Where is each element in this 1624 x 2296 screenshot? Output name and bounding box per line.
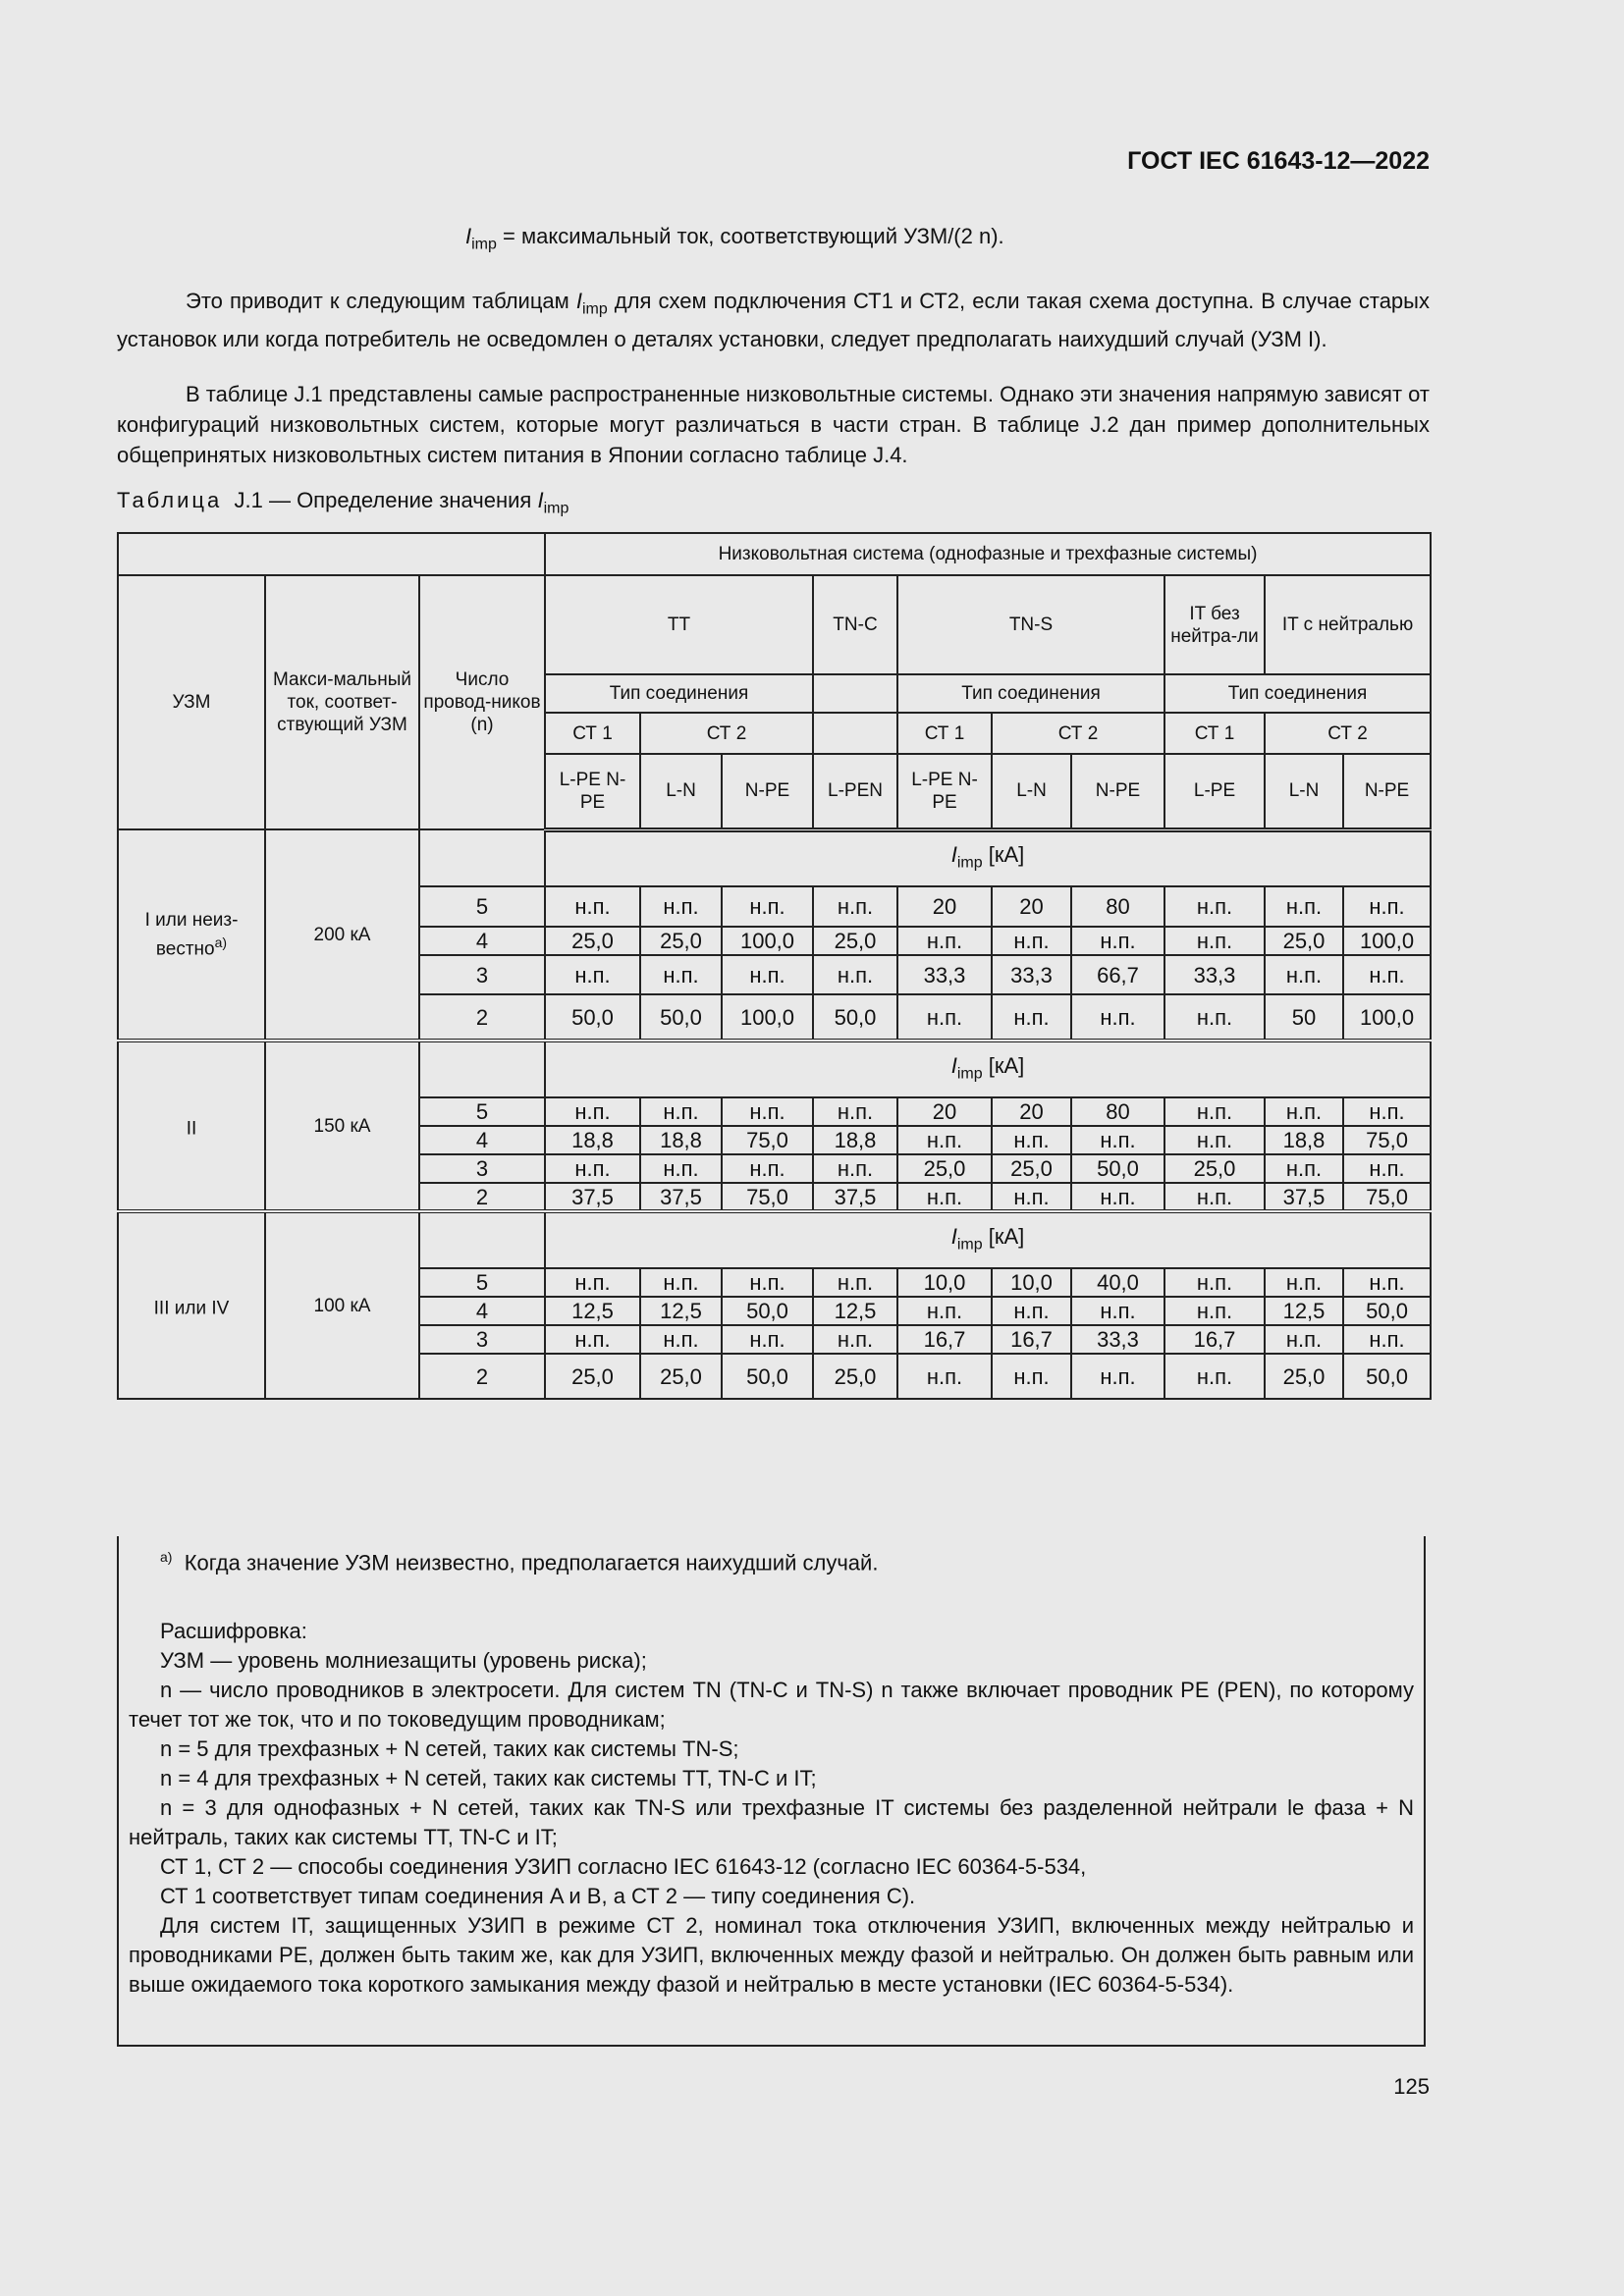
conductor-count: 3 xyxy=(419,955,545,994)
value-cell: н.п. xyxy=(1071,1183,1164,1211)
value-cell: н.п. xyxy=(1164,1297,1265,1325)
conductor-count: 4 xyxy=(419,927,545,955)
data-table xyxy=(117,532,1432,1400)
col-max-current: Макси-мальный ток, соответ-ствующий УЗМ xyxy=(265,575,419,829)
conductor-count: 3 xyxy=(419,1325,545,1354)
value-cell: 20 xyxy=(992,886,1071,927)
value-cell: 37,5 xyxy=(545,1183,640,1211)
value-cell: н.п. xyxy=(1071,1354,1164,1399)
conductor-count: 2 xyxy=(419,994,545,1041)
value-cell: н.п. xyxy=(722,955,813,994)
value-cell: н.п. xyxy=(897,1354,992,1399)
note-line: СТ 1, СТ 2 — способы соединения УЗИП согласно IEC 61643-12 (согласно IEC 60364-5-534, xyxy=(160,1854,1087,1879)
value-cell: 12,5 xyxy=(545,1297,640,1325)
value-cell: н.п. xyxy=(545,1325,640,1354)
lead-header: L-PE N-PE xyxy=(545,754,640,829)
lead-header: N-PE xyxy=(1071,754,1164,829)
protection-level: II xyxy=(118,1041,265,1211)
value-cell: 25,0 xyxy=(1265,1354,1343,1399)
lead-header: L-N xyxy=(1265,754,1343,829)
value-cell: н.п. xyxy=(545,1097,640,1126)
lead-header: L-N xyxy=(640,754,722,829)
value-cell: н.п. xyxy=(1343,955,1431,994)
value-cell: н.п. xyxy=(1071,927,1164,955)
table-notes xyxy=(117,1536,1426,2047)
value-cell: 33,3 xyxy=(897,955,992,994)
conductor-count: 4 xyxy=(419,1126,545,1154)
value-cell: 20 xyxy=(992,1097,1071,1126)
value-cell: 33,3 xyxy=(1164,955,1265,994)
value-cell: 50,0 xyxy=(1343,1354,1431,1399)
conn-type-tt: Тип соединения xyxy=(545,674,813,713)
value-cell: н.п. xyxy=(545,1154,640,1183)
value-cell: н.п. xyxy=(640,1325,722,1354)
footnote: $^{а)}$ Когда значение УЗМ неизвестно, предполагается наихудший случай. xyxy=(160,1549,879,1575)
unit-header: $I_{imp}$ [кА] xyxy=(545,829,1431,886)
value-cell: 80 xyxy=(1071,1097,1164,1126)
standard-number: ГОСТ IEC 61643-12—2022 xyxy=(1127,147,1430,175)
value-cell: н.п. xyxy=(545,886,640,927)
value-cell: 80 xyxy=(1071,886,1164,927)
value-cell: н.п. xyxy=(1164,1268,1265,1297)
value-cell: 50,0 xyxy=(722,1354,813,1399)
note-line: СТ 1 соответствует типам соединения A и B, а СТ 2 — типу соединения C). xyxy=(160,1884,916,1908)
note-line: n = 5 для трехфазных + N сетей, таких как системы TN-S; xyxy=(160,1736,739,1761)
value-cell: н.п. xyxy=(640,886,722,927)
value-cell: 12,5 xyxy=(813,1297,897,1325)
note-line: n — число проводников в электросети. Для систем TN (TN-C и TN-S) n также включает проводник PE (PEN), по которому течет тот же ток, что и по токоведущим проводникам; xyxy=(129,1678,1414,1732)
value-cell: н.п. xyxy=(640,1097,722,1126)
value-cell: 40,0 xyxy=(1071,1268,1164,1297)
ct2-tt: СТ 2 xyxy=(640,713,813,754)
note-line: Для систем IT, защищенных УЗИП в режиме СТ 2, номинал тока отключения УЗИП, включенных между нейтралью и проводниками PE, должен быть таким же, как для УЗИП, включенных между фазой и нейтралью. Он должен быть равным или выше ожидаемого тока короткого замыкания между фазой и нейтралью в месте установки (IEC 60364-5-534). xyxy=(129,1913,1414,1997)
value-cell: 37,5 xyxy=(640,1183,722,1211)
conductor-count: 2 xyxy=(419,1354,545,1399)
value-cell: н.п. xyxy=(1343,1325,1431,1354)
value-cell: н.п. xyxy=(813,1097,897,1126)
value-cell: 16,7 xyxy=(992,1325,1071,1354)
value-cell: н.п. xyxy=(1164,1354,1265,1399)
value-cell: 37,5 xyxy=(813,1183,897,1211)
conductor-count: 5 xyxy=(419,1097,545,1126)
note-line: УЗМ — уровень молниезащиты (уровень риска); xyxy=(160,1648,647,1673)
value-cell: 100,0 xyxy=(722,994,813,1041)
empty-cell xyxy=(419,1041,545,1097)
value-cell: н.п. xyxy=(1265,886,1343,927)
value-cell: 20 xyxy=(897,1097,992,1126)
ct1-it: СТ 1 xyxy=(1164,713,1265,754)
value-cell: 25,0 xyxy=(1164,1154,1265,1183)
ct2-it: СТ 2 xyxy=(1265,713,1431,754)
value-cell: 33,3 xyxy=(992,955,1071,994)
value-cell: н.п. xyxy=(992,1183,1071,1211)
empty-cell xyxy=(813,674,897,713)
max-current: 100 кА xyxy=(265,1211,419,1399)
value-cell: н.п. xyxy=(1164,1097,1265,1126)
value-cell: 25,0 xyxy=(813,927,897,955)
value-cell: 20 xyxy=(897,886,992,927)
value-cell: 50,0 xyxy=(722,1297,813,1325)
notes-body xyxy=(129,1617,1414,2000)
value-cell: 25,0 xyxy=(545,1354,640,1399)
value-cell: н.п. xyxy=(897,927,992,955)
value-cell: н.п. xyxy=(1164,886,1265,927)
value-cell: н.п. xyxy=(1164,1183,1265,1211)
value-cell: н.п. xyxy=(897,1183,992,1211)
value-cell: н.п. xyxy=(1265,1268,1343,1297)
max-current: 150 кА xyxy=(265,1041,419,1211)
value-cell: 25,0 xyxy=(640,927,722,955)
value-cell: н.п. xyxy=(640,1268,722,1297)
value-cell: н.п. xyxy=(722,886,813,927)
value-cell: 16,7 xyxy=(897,1325,992,1354)
sys-tt: TT xyxy=(545,575,813,674)
lead-header: L-PEN xyxy=(813,754,897,829)
lead-header: L-PE N-PE xyxy=(897,754,992,829)
value-cell: н.п. xyxy=(813,1325,897,1354)
value-cell: 75,0 xyxy=(1343,1126,1431,1154)
empty-cell xyxy=(813,713,897,754)
value-cell: 18,8 xyxy=(545,1126,640,1154)
conductor-count: 3 xyxy=(419,1154,545,1183)
value-cell: н.п. xyxy=(813,886,897,927)
value-cell: н.п. xyxy=(897,1297,992,1325)
value-cell: н.п. xyxy=(1343,1097,1431,1126)
col-uzm: УЗМ xyxy=(118,575,265,829)
value-cell: н.п. xyxy=(992,1126,1071,1154)
value-cell: н.п. xyxy=(1071,1297,1164,1325)
note-line: n = 3 для однофазных + N сетей, таких как TN-S или трехфазные IT системы без разделенной нейтрали le фаза + N нейтраль, таких как системы TT, TN-C и IT; xyxy=(129,1795,1414,1849)
value-cell: 50,0 xyxy=(1071,1154,1164,1183)
value-cell: н.п. xyxy=(1265,1325,1343,1354)
value-cell: н.п. xyxy=(813,1268,897,1297)
value-cell: 75,0 xyxy=(1343,1183,1431,1211)
value-cell: н.п. xyxy=(722,1097,813,1126)
value-cell: н.п. xyxy=(992,1354,1071,1399)
conductor-count: 4 xyxy=(419,1297,545,1325)
value-cell: н.п. xyxy=(1265,955,1343,994)
value-cell: н.п. xyxy=(1343,1154,1431,1183)
value-cell: н.п. xyxy=(992,1297,1071,1325)
conn-type-tns: Тип соединения xyxy=(897,674,1164,713)
note-line: Расшифровка: xyxy=(160,1619,307,1643)
value-cell: 25,0 xyxy=(1265,927,1343,955)
lead-header: N-PE xyxy=(1343,754,1431,829)
value-cell: 75,0 xyxy=(722,1183,813,1211)
value-cell: 66,7 xyxy=(1071,955,1164,994)
lead-header: L-PE xyxy=(1164,754,1265,829)
unit-header: $I_{imp}$ [кА] xyxy=(545,1211,1431,1268)
value-cell: 50,0 xyxy=(640,994,722,1041)
value-cell: 50,0 xyxy=(1343,1297,1431,1325)
value-cell: н.п. xyxy=(1265,1154,1343,1183)
paragraph-2: В таблице J.1 представлены самые распространенные низковольтные системы. Однако эти значения напрямую зависят от конфигураций низковольтных систем, которые могут различаться в части стран. В таблице J.2 дан пример дополнительных общепринятых низковольтных систем питания в Японии согласно таблице J.4. xyxy=(117,382,1430,467)
value-cell: н.п. xyxy=(897,994,992,1041)
value-cell: н.п. xyxy=(722,1154,813,1183)
value-cell: 12,5 xyxy=(640,1297,722,1325)
value-cell: н.п. xyxy=(640,955,722,994)
lead-header: L-N xyxy=(992,754,1071,829)
value-cell: н.п. xyxy=(992,994,1071,1041)
value-cell: 33,3 xyxy=(1071,1325,1164,1354)
value-cell: н.п. xyxy=(722,1268,813,1297)
value-cell: 37,5 xyxy=(1265,1183,1343,1211)
value-cell: 100,0 xyxy=(1343,994,1431,1041)
empty-cell xyxy=(419,1211,545,1268)
unit-header: $I_{imp}$ [кА] xyxy=(545,1041,1431,1097)
sys-it-neutral: IT с нейтралью xyxy=(1265,575,1431,674)
value-cell: н.п. xyxy=(1164,994,1265,1041)
value-cell: 25,0 xyxy=(992,1154,1071,1183)
value-cell: 16,7 xyxy=(1164,1325,1265,1354)
value-cell: н.п. xyxy=(1265,1097,1343,1126)
sys-tns: TN-S xyxy=(897,575,1164,674)
value-cell: 50 xyxy=(1265,994,1343,1041)
sys-it-no-neutral: IT без нейтра-ли xyxy=(1164,575,1265,674)
value-cell: 100,0 xyxy=(722,927,813,955)
value-cell: н.п. xyxy=(813,955,897,994)
value-cell: 75,0 xyxy=(722,1126,813,1154)
conductor-count: 2 xyxy=(419,1183,545,1211)
value-cell: н.п. xyxy=(1164,1126,1265,1154)
protection-level: I или неиз-вестно$^{а)}$ xyxy=(118,829,265,1041)
value-cell: 50,0 xyxy=(545,994,640,1041)
value-cell: 10,0 xyxy=(897,1268,992,1297)
value-cell: 18,8 xyxy=(813,1126,897,1154)
value-cell: н.п. xyxy=(545,1268,640,1297)
sys-tnc: TN-C xyxy=(813,575,897,674)
value-cell: н.п. xyxy=(897,1126,992,1154)
value-cell: 25,0 xyxy=(813,1354,897,1399)
conn-type-it: Тип соединения xyxy=(1164,674,1431,713)
value-cell: н.п. xyxy=(1343,1268,1431,1297)
system-header: Низковольтная система (однофазные и трехфазные системы) xyxy=(545,533,1431,575)
ct2-tns: СТ 2 xyxy=(992,713,1164,754)
value-cell: 18,8 xyxy=(1265,1126,1343,1154)
formula-line: $I_{imp}$ = максимальный ток, соответствующий УЗМ/(2 n). xyxy=(465,224,1004,253)
value-cell: н.п. xyxy=(1343,886,1431,927)
value-cell: 18,8 xyxy=(640,1126,722,1154)
value-cell: н.п. xyxy=(813,1154,897,1183)
value-cell: н.п. xyxy=(992,927,1071,955)
value-cell: 25,0 xyxy=(897,1154,992,1183)
col-conductors: Число провод-ников (n) xyxy=(419,575,545,829)
protection-level: III или IV xyxy=(118,1211,265,1399)
paragraph-1: Это приводит к следующим таблицам $I_{imp}$ для схем подключения СТ1 и СТ2, если такая схема доступна. В случае старых установок или когда потребитель не осведомлен о деталях установки, следует предполагать наихудший случай (УЗМ I). xyxy=(117,289,1430,352)
table-caption: Таблица J.1 — Определение значения $I_{imp}$ xyxy=(117,488,569,517)
note-line: n = 4 для трехфазных + N сетей, таких как системы TT, TN-C и IT; xyxy=(160,1766,817,1790)
page-number: 125 xyxy=(1393,2074,1430,2099)
value-cell: н.п. xyxy=(1164,927,1265,955)
empty-corner xyxy=(118,533,545,575)
max-current: 200 кА xyxy=(265,829,419,1041)
value-cell: н.п. xyxy=(640,1154,722,1183)
ct1-tns: СТ 1 xyxy=(897,713,992,754)
value-cell: 50,0 xyxy=(813,994,897,1041)
ct1-tt: СТ 1 xyxy=(545,713,640,754)
value-cell: н.п. xyxy=(722,1325,813,1354)
value-cell: н.п. xyxy=(1071,994,1164,1041)
value-cell: 12,5 xyxy=(1265,1297,1343,1325)
value-cell: 10,0 xyxy=(992,1268,1071,1297)
conductor-count: 5 xyxy=(419,1268,545,1297)
value-cell: н.п. xyxy=(545,955,640,994)
value-cell: 25,0 xyxy=(640,1354,722,1399)
value-cell: 100,0 xyxy=(1343,927,1431,955)
conductor-count: 5 xyxy=(419,886,545,927)
value-cell: 25,0 xyxy=(545,927,640,955)
value-cell: н.п. xyxy=(1071,1126,1164,1154)
lead-header: N-PE xyxy=(722,754,813,829)
empty-cell xyxy=(419,829,545,886)
